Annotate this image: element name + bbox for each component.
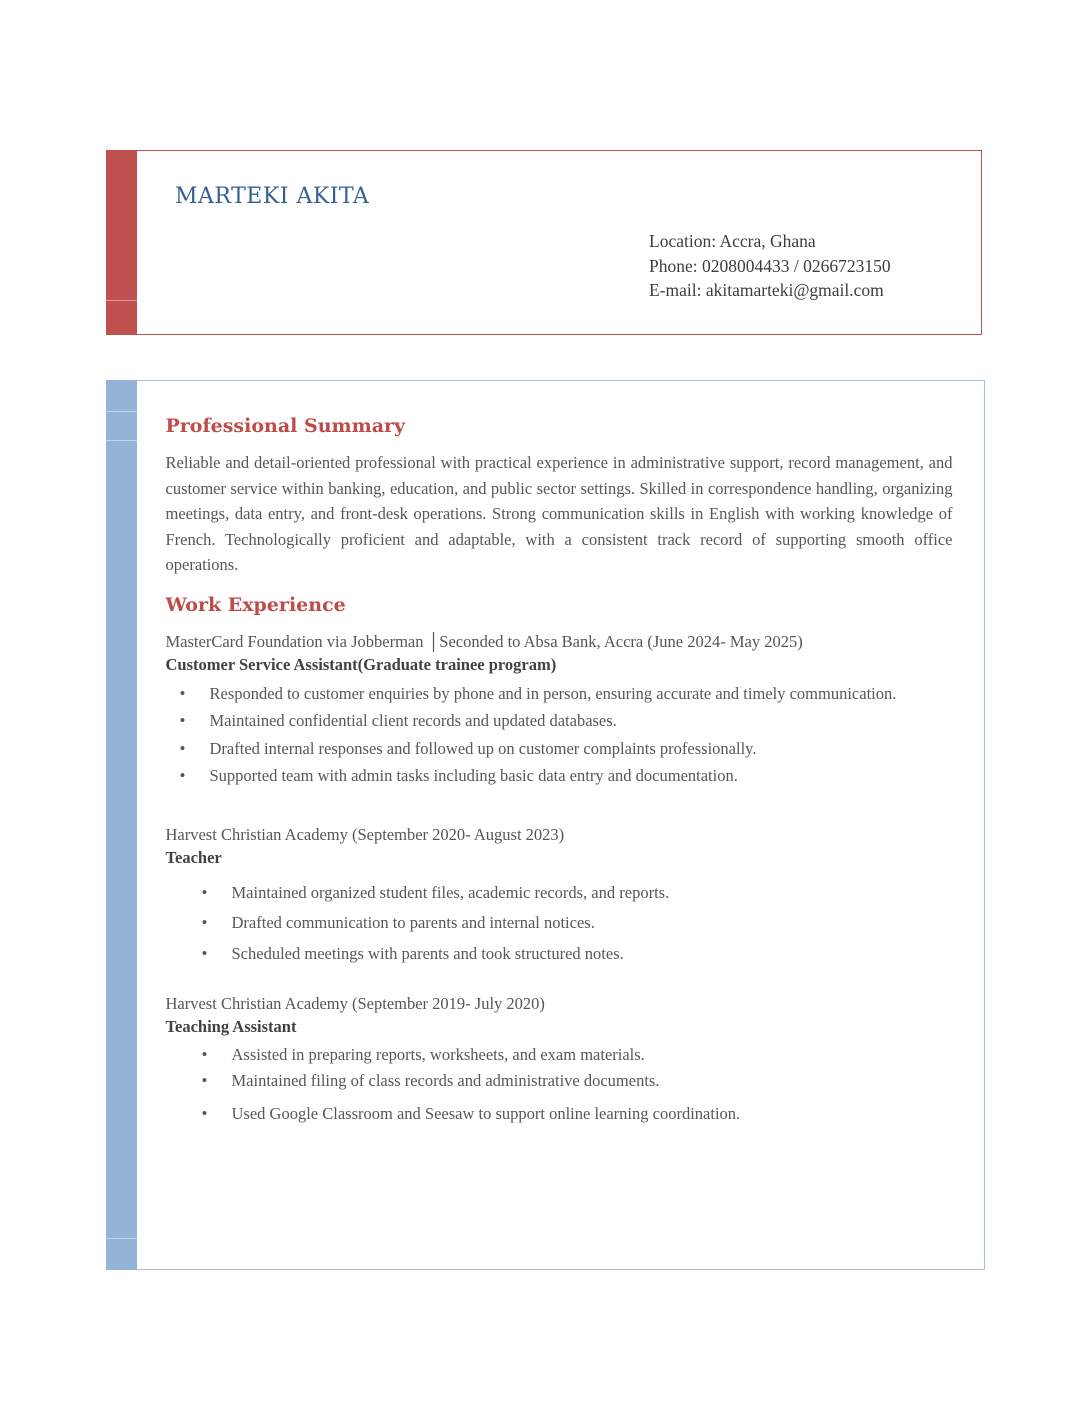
content-accent-bar [106,380,137,1270]
section-heading-summary: Professional Summary [165,415,406,437]
contact-block [649,229,891,303]
job-entry-1 [166,630,953,789]
section-heading-experience: Work Experience [165,593,346,616]
accent-bar-seam [106,300,137,301]
job-bullet: • Scheduled meetings with parents and took structured notes. [166,941,953,967]
job-bullet: • Drafted communication to parents and internal notices. [166,910,953,936]
contact-email: E-mail: akitamarteki@gmail.com [649,280,884,300]
contact-phone: Phone: 0208004433 / 0266723150 [649,255,891,276]
content-card [106,380,985,1270]
accent-bar-seam [106,411,137,412]
job-title: Teacher [165,847,222,867]
job-company-line: MasterCard Foundation via Jobberman │Seconded to Absa Bank, Accra (June 2024- May 2025) [165,631,803,651]
job-title: Teaching Assistant [165,1017,297,1036]
job-entry-2 [166,823,953,967]
summary-paragraph: Reliable and detail-oriented professional with practical experience in administrative support, record management, and customer service within banking, education, and public sector settings. Skilled in correspondence handling, organizing meetings, data entry, and front-desk operations. Strong communication skills in English with working knowledge of French. Technologically proficient and adaptable, with a consistent track record of supporting smooth office operations. [165,453,953,574]
job-bullet: • Drafted internal responses and followed up on customer complaints professionally. [166,736,953,762]
person-name: MARTEKI AKITA [175,184,370,209]
job-bullet: • Maintained filing of class records and administrative documents. [166,1068,953,1094]
contact-location: Location: Accra, Ghana [649,231,816,251]
job-bullet: • Assisted in preparing reports, worksheets, and exam materials. [166,1042,953,1068]
header-card [106,150,982,335]
job-company-line: Harvest Christian Academy (September 2020- August 2023) [165,824,565,844]
job-bullet: • Responded to customer enquiries by phone and in person, ensuring accurate and timely communication. [166,681,953,707]
job-company-line: Harvest Christian Academy (September 2019- July 2020) [165,994,545,1013]
job-bullet-list [166,681,953,789]
accent-bar-seam [106,1238,137,1239]
header-accent-bar [106,150,137,335]
content-area [137,381,983,1268]
job-entry-3 [166,992,953,1127]
job-bullet-list [166,880,953,967]
accent-bar-seam [106,440,137,441]
job-bullet: • Used Google Classroom and Seesaw to support online learning coordination. [166,1101,953,1127]
job-bullet: • Maintained confidential client records and updated databases. [166,708,953,734]
job-bullet-list [166,1042,953,1127]
job-bullet: • Supported team with admin tasks including basic data entry and documentation. [166,763,953,789]
job-bullet: • Maintained organized student files, academic records, and reports. [166,880,953,906]
job-title: Customer Service Assistant(Graduate trainee program) [165,654,557,674]
